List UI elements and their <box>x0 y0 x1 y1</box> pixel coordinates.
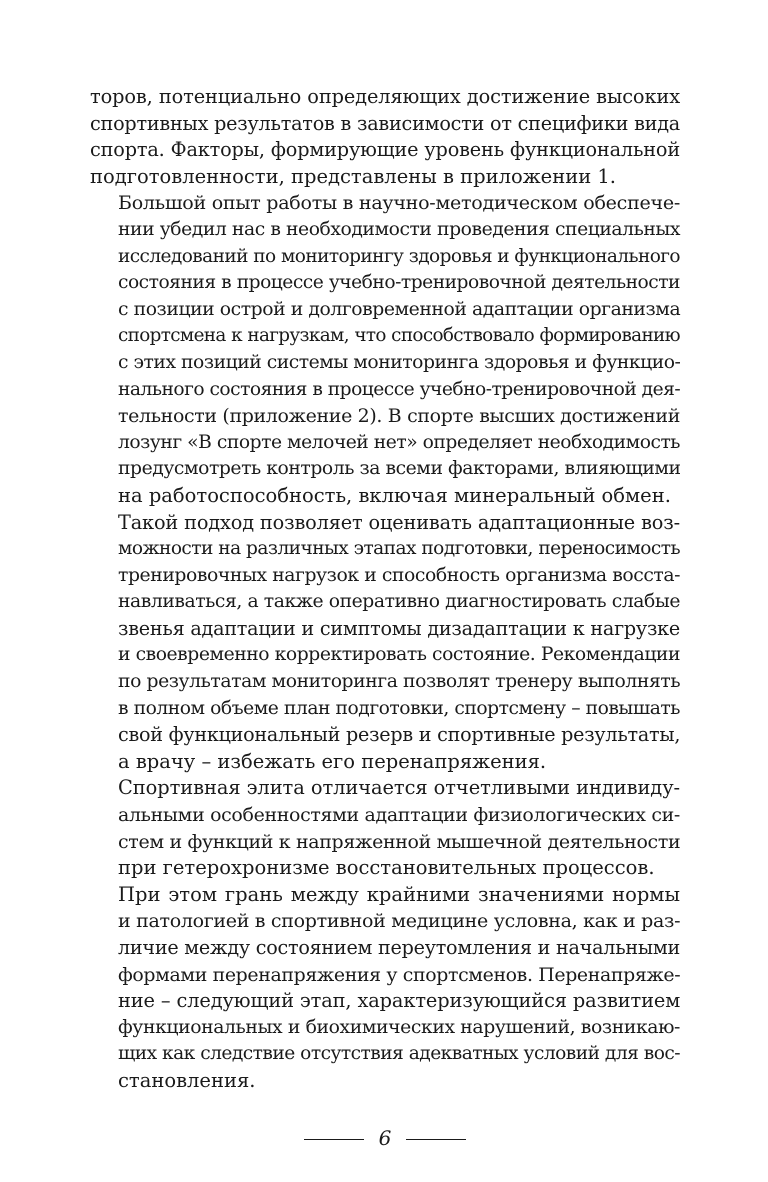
text-line: щих как следствие отсутствия адекватных условий для вос- <box>118 1043 680 1065</box>
text-line: Такой подход позволяет оценивать адаптационные воз- <box>118 510 680 534</box>
paragraph <box>90 190 680 509</box>
page-footer <box>0 1126 768 1154</box>
text-line: свой функциональный резерв и спортивные результаты, <box>118 723 681 747</box>
text-line: при гетерохронизме восстановительных процессов. <box>118 856 655 880</box>
text-line: навливаться, а также оперативно диагностировать слабые <box>118 591 680 613</box>
paragraph <box>90 775 680 881</box>
text-line: стем и функций к напряженной мышечной деятельности <box>118 830 681 853</box>
text-line: альными особенностями адаптации физиологических си- <box>118 804 680 827</box>
text-line: в полном объеме план подготовки, спортсмену – повышать <box>118 697 680 719</box>
text-line: состояния в процессе учебно-тренировочной деятельности <box>118 272 680 294</box>
text-line: звенья адаптации и симптомы дизадаптации к нагрузке <box>118 616 680 640</box>
text-line: нии убедил нас в необходимости проведения специальных <box>118 218 680 240</box>
footer-rule-left <box>304 1139 364 1140</box>
text-line: спорта. Факторы, формирующие уровень функциональной <box>90 138 680 162</box>
text-line: по результатам мониторинга позволят тренеру выполнять <box>118 671 681 693</box>
text-line: исследований по мониторингу здоровья и функционального <box>118 245 680 267</box>
text-line: подготовленности, представлены в приложении 1. <box>90 164 617 188</box>
text-line: личие между состоянием переутомления и начальными <box>118 936 680 959</box>
text-line: функциональных и биохимических нарушений, возникаю- <box>118 1016 680 1038</box>
text-line: тельности (приложение 2). В спорте высших достижений <box>118 405 680 428</box>
text-line: торов, потенциально определяющих достижение высоких <box>90 85 680 108</box>
text-line: с позиции острой и долговременной адаптации организма <box>118 298 681 320</box>
text-line: спортивных результатов в зависимости от специфики вида <box>90 111 680 135</box>
text-line: Спортивная элита отличается отчетливыми индивиду- <box>118 776 681 800</box>
text-line: лозунг «В спорте мелочей нет» определяет необходимость <box>118 431 680 453</box>
page-number: 6 <box>378 1126 392 1150</box>
text-line: и своевременно корректировать состояние. Рекомендации <box>118 644 680 666</box>
footer-rule-right <box>406 1139 466 1140</box>
body-text <box>90 84 680 1095</box>
text-line: можности на различных этапах подготовки, переносимость <box>118 538 680 560</box>
text-line: предусмотреть контроль за всеми факторами, влияющими <box>118 458 681 480</box>
paragraph <box>90 882 680 1095</box>
paragraph <box>90 84 680 190</box>
text-line: формами перенапряжения у спортсменов. Перенапряже- <box>118 963 681 986</box>
text-line: спортсмена к нагрузкам, что способствовало формированию <box>118 325 680 347</box>
text-line: на работоспособность, включая минеральный обмен. <box>118 483 671 507</box>
text-line: Большой опыт работы в научно-методическом обеспече- <box>118 192 680 215</box>
text-line: При этом грань между крайними значениями нормы <box>118 882 680 906</box>
text-line: нального состояния в процессе учебно-тренировочной дея- <box>118 378 681 400</box>
text-line: ние – следующий этап, характеризующийся развитием <box>118 989 681 1013</box>
text-line: а врачу – избежать его перенапряжения. <box>118 749 547 773</box>
text-line: и патологией в спортивной медицине условна, как и раз- <box>118 910 681 933</box>
paragraph <box>90 510 680 776</box>
text-line: тренировочных нагрузок и способность организма восста- <box>118 564 681 586</box>
text-line: с этих позиций системы мониторинга здоровья и функцио- <box>118 351 681 373</box>
text-line: становления. <box>118 1068 256 1092</box>
